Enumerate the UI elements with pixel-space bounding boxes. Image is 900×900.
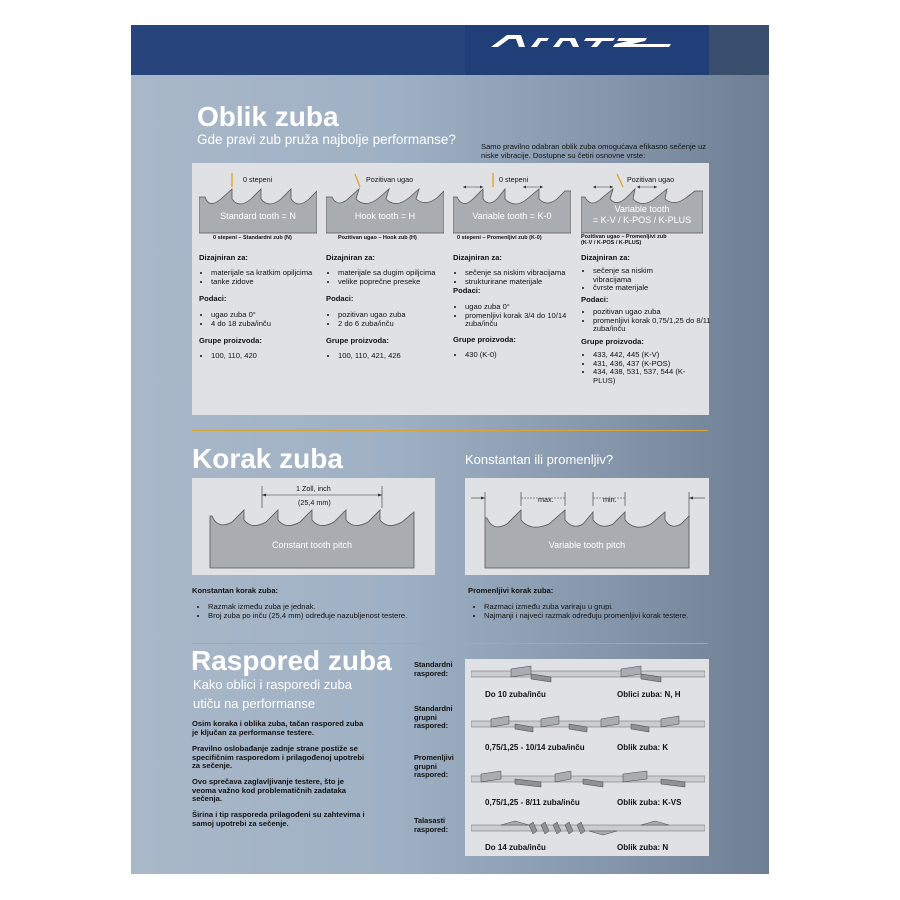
- header-corner: [709, 25, 769, 75]
- blade-label: Hook tooth = H: [354, 211, 416, 221]
- dimension-bottom: (25,4 mm): [298, 498, 331, 507]
- list-item: • materijale sa dugim opiljcima: [338, 269, 463, 278]
- data-list: [326, 311, 458, 328]
- blade-caption: 0 stepeni – Promenljivi zub (K-0): [457, 235, 542, 241]
- data-label: Podaci:: [326, 294, 354, 303]
- data-list: [199, 311, 331, 328]
- list-item: • strukturirane materijale: [465, 278, 591, 287]
- raspored-subtitle-1: Kako oblici i rasporedi zuba: [193, 677, 352, 692]
- list-item: • ugao zuba 0°: [465, 303, 590, 312]
- tooth-type-standard: [199, 163, 317, 415]
- list-item: • pozitivan ugao zuba: [593, 308, 715, 317]
- set-teeth: 0,75/1,25 - 8/11 zuba/inču: [485, 798, 580, 807]
- set-form: Oblik zuba: K: [617, 743, 669, 752]
- blade-caption-1: Pozitivan ugao – Promenljivi zub: [581, 234, 667, 240]
- section-divider: [192, 643, 708, 644]
- max-label: max.: [538, 495, 554, 504]
- list-item: • 434, 438, 531, 537, 544 (K-PLUS): [593, 368, 698, 385]
- tooth-type-variable-kv: [581, 163, 711, 415]
- section-divider: [192, 430, 708, 431]
- group-set-diagram: [471, 714, 705, 734]
- angle-label: Pozitivan ugao: [627, 175, 675, 184]
- groups-list: [581, 351, 698, 385]
- list-item: • sečenje sa niskim vibracijama: [593, 267, 688, 284]
- groups-label: Grupe proizvoda:: [326, 336, 389, 345]
- raspored-paragraph: Pravilno oslobađanje zadnje strane postiže se specifičnim rasporedom i prilagođenoj upotrebi za sečenje.: [192, 744, 365, 770]
- constant-bullets: [196, 603, 448, 620]
- variable-pitch-card: [465, 478, 709, 575]
- oblik-subtitle: Gde pravi zub pruža najbolje performanse?: [197, 132, 456, 147]
- set-label: Standardni raspored:: [414, 660, 453, 678]
- raspored-title: Raspored zuba: [191, 645, 392, 676]
- variable-tooth-k0-diagram: [453, 173, 571, 238]
- list-item: • Broj zuba po inču (25,4 mm) određuje nazubljenost testere.: [208, 612, 448, 621]
- min-label: min.: [603, 495, 617, 504]
- angle-label: Pozitivan ugao: [366, 175, 414, 184]
- dimension-top: 1 Zoll, inch: [296, 484, 331, 493]
- tooth-set-card: [465, 659, 709, 856]
- list-item: • čvrste materijale: [593, 284, 688, 293]
- tooth-type-variable-k0: [453, 163, 571, 415]
- groups-label: Grupe proizvoda:: [581, 337, 644, 346]
- list-item: • velike poprečne preseke: [338, 278, 463, 287]
- list-item: • Razmak između zuba je jednak.: [208, 603, 448, 612]
- korak-title: Korak zuba: [192, 443, 343, 474]
- arntz-logo: [489, 27, 679, 67]
- variable-bullets: [472, 603, 714, 620]
- design-list: [453, 269, 591, 286]
- list-item: • promenljivi korak 0,75/1,25 do 8/11 zuba/inču: [593, 317, 715, 334]
- set-label: Standardni grupni raspored:: [414, 704, 453, 731]
- list-item: • pozitivan ugao zuba: [338, 311, 458, 320]
- list-item: • tanke zidove: [211, 278, 331, 287]
- constant-pitch-card: [192, 478, 435, 575]
- blade-caption-2: (K-V / K-POS / K-PLUS): [581, 240, 642, 246]
- set-label: Promenljivi grupni raspored:: [414, 753, 454, 780]
- blade-label-2: = K-V / K-POS / K-PLUS: [592, 215, 692, 225]
- data-label: Podaci:: [581, 295, 609, 304]
- blade-caption: Pozitivan ugao – Hook zub (H): [338, 235, 417, 241]
- design-list: [326, 269, 463, 286]
- list-item: • Najmanji i najveći razmak određuju promenljivi korak testere.: [484, 612, 714, 621]
- standard-tooth-diagram: [199, 173, 317, 238]
- oblik-title: Oblik zuba: [197, 101, 339, 132]
- variable-pitch-diagram: [465, 478, 709, 575]
- constant-heading: Konstantan korak zuba:: [192, 586, 279, 595]
- data-label: Podaci:: [199, 294, 227, 303]
- list-item: • 100, 110, 421, 426: [338, 352, 458, 361]
- set-form: Oblik zuba: K-VS: [617, 798, 682, 807]
- list-item: • 4 do 18 zuba/inču: [211, 320, 331, 329]
- blade-label: Constant tooth pitch: [271, 540, 353, 550]
- constant-pitch-diagram: [192, 478, 435, 575]
- list-item: • Razmaci između zuba variraju u grupi.: [484, 603, 714, 612]
- hook-tooth-diagram: [326, 173, 444, 238]
- data-label: Podaci:: [453, 286, 481, 295]
- set-teeth: Do 10 zuba/inču: [485, 690, 546, 699]
- raspored-subtitle-2: utiču na performanse: [193, 696, 316, 711]
- raspored-paragraph: Širina i tip rasporeda prilagođeni su zahtevima i samoj upotrebi za sečenje.: [192, 810, 365, 828]
- list-item: • sečenje sa niskim vibracijama: [465, 269, 591, 278]
- raspored-paragraph: Osim koraka i oblika zuba, tačan raspored zuba je ključan za performanse testere.: [192, 719, 364, 737]
- list-item: • 430 (K-0): [465, 351, 585, 360]
- wavy-set-diagram: [471, 818, 705, 838]
- variable-group-set-diagram: [471, 769, 705, 789]
- raspored-paragraph: Ovo sprečava zaglavljivanje testere, što je veoma važno kod problematičnih zadataka sečenja.: [192, 777, 347, 803]
- set-label: Talasasti raspored:: [414, 816, 449, 834]
- groups-list: [199, 352, 331, 361]
- data-list: [581, 308, 715, 334]
- design-label: Dizajniran za:: [453, 253, 502, 262]
- list-item: • promenljivi korak 3/4 do 10/14 zuba/inču: [465, 312, 590, 329]
- angle-label: 0 stepeni: [243, 175, 273, 184]
- blade-label: Variable tooth pitch: [548, 540, 626, 550]
- design-list: [199, 269, 331, 286]
- design-label: Dizajniran za:: [326, 253, 375, 262]
- list-item: • 431, 436, 437 (K-POS): [593, 360, 698, 369]
- groups-label: Grupe proizvoda:: [453, 335, 516, 344]
- angle-label: 0 stepeni: [499, 175, 529, 184]
- oblik-intro: Samo pravilno odabran oblik zuba omogućava efikasno sečenje uz niske vibracije. Dostupne su četiri osnovne vrste:: [481, 142, 706, 160]
- variable-heading: Promenljivi korak zuba:: [468, 586, 554, 595]
- blade-label: Variable tooth = K-0: [472, 211, 552, 221]
- set-form: Oblici zuba: N, H: [617, 690, 681, 699]
- blade-caption: 0 stepeni – Standardni zub (N): [213, 235, 292, 241]
- brochure-page: [131, 25, 769, 874]
- tooth-forms-card: [192, 163, 709, 415]
- design-label: Dizajniran za:: [581, 253, 630, 262]
- tooth-type-hook: [326, 163, 444, 415]
- set-teeth: 0,75/1,25 - 10/14 zuba/inču: [485, 743, 585, 752]
- design-label: Dizajniran za:: [199, 253, 248, 262]
- standard-set-diagram: [471, 664, 705, 684]
- list-item: • materijale sa kratkim opiljcima: [211, 269, 331, 278]
- list-item: • 2 do 6 zuba/inču: [338, 320, 458, 329]
- groups-list: [453, 351, 585, 360]
- korak-subtitle: Konstantan ili promenljiv?: [465, 452, 614, 467]
- set-form: Oblik zuba: N: [617, 843, 669, 852]
- list-item: • ugao zuba 0°: [211, 311, 331, 320]
- list-item: • 433, 442, 445 (K-V): [593, 351, 698, 360]
- data-list: [453, 303, 590, 329]
- set-teeth: Do 14 zuba/inču: [485, 843, 546, 852]
- blade-label-1: Variable tooth: [614, 204, 670, 214]
- blade-label: Standard tooth = N: [220, 211, 296, 221]
- list-item: • 100, 110, 420: [211, 352, 331, 361]
- groups-label: Grupe proizvoda:: [199, 336, 262, 345]
- design-list: [581, 267, 688, 293]
- groups-list: [326, 352, 458, 361]
